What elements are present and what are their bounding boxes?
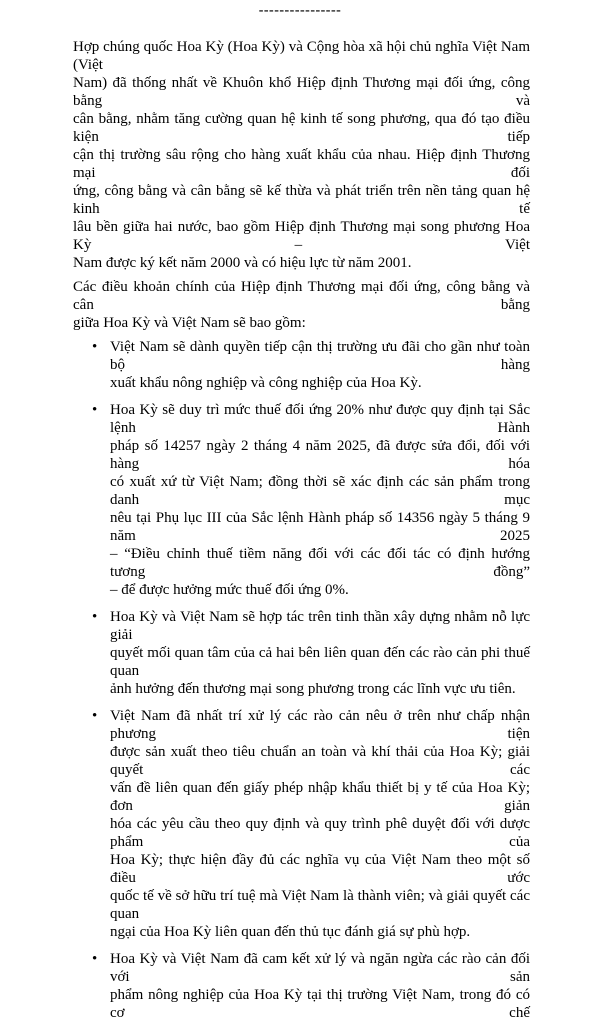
text-line: Hợp chúng quốc Hoa Kỳ (Hoa Kỳ) và Cộng hòa xã hội chủ nghĩa Việt Nam (Việt: [73, 39, 530, 73]
text-line: Các điều khoản chính của Hiệp định Thương mại đối ứng, công bằng và cân bằng: [73, 279, 530, 313]
paragraph-terms-lead-in: [73, 278, 530, 332]
text-line: giữa Hoa Kỳ và Việt Nam sẽ bao gồm:: [73, 315, 306, 331]
divider-dashes: ----------------: [258, 3, 342, 18]
text-line: – để được hưởng mức thuế đối ứng 0%.: [110, 582, 349, 598]
text-line: ảnh hưởng đến thương mại song phương trong các lĩnh vực ưu tiên.: [110, 681, 516, 697]
bullet-icon: •: [92, 708, 98, 724]
text-line: hóa các yêu cầu theo quy định và quy trình phê duyệt đối với dược phẩm của: [110, 816, 530, 850]
text-line: quyết mối quan tâm của cả hai bên liên quan đến các rào cản phi thuế quan: [110, 645, 530, 679]
document-content: [73, 38, 530, 1022]
text-line: cân bằng, nhằm tăng cường quan hệ kinh tế song phương, qua đó tạo điều kiện tiếp: [73, 111, 530, 145]
bullet-icon: •: [92, 402, 98, 418]
text-line: Hoa Kỳ và Việt Nam sẽ hợp tác trên tinh thần xây dựng nhằm nỗ lực giải: [110, 609, 530, 643]
text-line: Nam) đã thống nhất về Khuôn khổ Hiệp định Thương mại đối ứng, công bằng và: [73, 75, 530, 109]
list-item: [73, 608, 530, 698]
bullet-list: [73, 338, 530, 1022]
text-line: nêu tại Phụ lục III của Sắc lệnh Hành pháp số 14356 ngày 5 tháng 9 năm 2025: [110, 510, 530, 544]
bullet-icon: •: [92, 609, 98, 625]
text-line: quốc tế về sở hữu trí tuệ mà Việt Nam là thành viên; và giải quyết các quan: [110, 888, 530, 922]
bullet-icon: •: [92, 951, 98, 967]
text-line: ứng, công bằng và cân bằng sẽ kế thừa và phát triển trên nền tảng quan hệ kinh tế: [73, 183, 530, 217]
text-line: phẩm nông nghiệp của Hoa Kỳ tại thị trường Việt Nam, trong đó có cơ chế: [110, 987, 530, 1021]
list-item: [73, 401, 530, 599]
text-line: ngại của Hoa Kỳ liên quan đến thủ tục đánh giá sự phù hợp.: [110, 924, 471, 940]
bullet-icon: •: [92, 339, 98, 355]
text-line: Hoa Kỳ; thực hiện đầy đủ các nghĩa vụ của Việt Nam theo một số điều ước: [110, 852, 530, 886]
text-line: Việt Nam đã nhất trí xử lý các rào cản nêu ở trên như chấp nhận phương tiện: [110, 708, 530, 742]
text-line: Hoa Kỳ và Việt Nam đã cam kết xử lý và ngăn ngừa các rào cản đối với sản: [110, 951, 530, 985]
text-line: pháp số 14257 ngày 2 tháng 4 năm 2025, đã được sửa đổi, đối với hàng hóa: [110, 438, 530, 472]
text-line: vấn đề liên quan đến giấy phép nhập khẩu thiết bị y tế của Hoa Kỳ; đơn giản: [110, 780, 530, 814]
text-line: được sản xuất theo tiêu chuẩn an toàn và khí thải của Hoa Kỳ; giải quyết các: [110, 744, 530, 778]
text-line: Hoa Kỳ sẽ duy trì mức thuế đối ứng 20% như được quy định tại Sắc lệnh Hành: [110, 402, 530, 436]
list-item: [73, 707, 530, 941]
list-item: [73, 950, 530, 1022]
list-item: [73, 338, 530, 392]
text-line: Việt Nam sẽ dành quyền tiếp cận thị trường ưu đãi cho gần như toàn bộ hàng: [110, 339, 530, 373]
text-line: lâu bền giữa hai nước, bao gồm Hiệp định Thương mại song phương Hoa Kỳ – Việt: [73, 219, 530, 253]
text-line: xuất khẩu nông nghiệp và công nghiệp của Hoa Kỳ.: [110, 375, 422, 391]
text-line: – “Điều chỉnh thuế tiềm năng đối với các đối tác có định hướng tương đồng”: [110, 546, 530, 580]
text-line: có xuất xứ từ Việt Nam; đồng thời sẽ xác định các sản phẩm trong danh mục: [110, 474, 530, 508]
paragraph-framework-intro: [73, 38, 530, 272]
text-line: cận thị trường sâu rộng cho hàng xuất khẩu của nhau. Hiệp định Thương mại đối: [73, 147, 530, 181]
text-line: Nam được ký kết năm 2000 và có hiệu lực từ năm 2001.: [73, 255, 412, 271]
